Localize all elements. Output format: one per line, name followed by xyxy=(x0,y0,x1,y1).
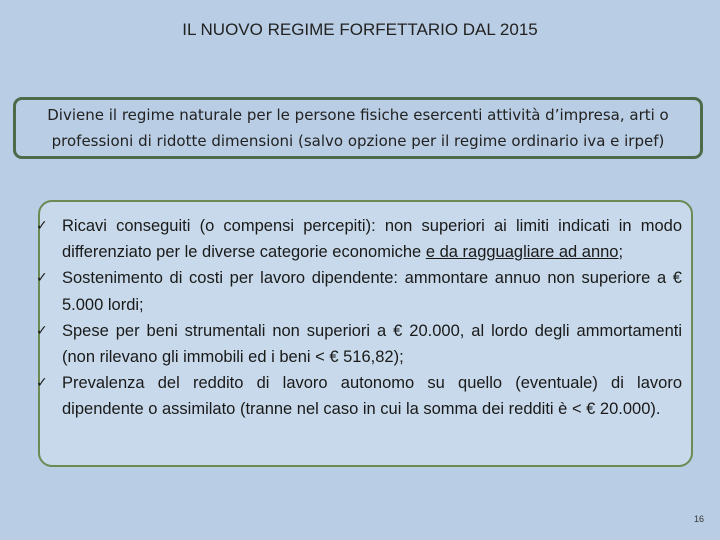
item-text: Spese per beni strumentali non superiori a € 20.000, al lordo degli ammortamenti (non rilevano gli immobili ed i beni < € 516,82); xyxy=(62,321,682,367)
item-underlined-text: e da ragguagliare ad anno xyxy=(425,243,619,262)
check-icon: ✓ xyxy=(36,218,48,234)
intro-text: Diviene il regime naturale per le persone fisiche esercenti attività d’impresa, arti o professioni di ridotte dimensioni (salvo opzione per il regime ordinario iva e irpef) xyxy=(47,106,669,150)
requirements-list xyxy=(36,213,682,423)
check-icon: ✓ xyxy=(36,322,48,339)
item-text-end: ; xyxy=(618,243,624,262)
slide-title: IL NUOVO REGIME FORFETTARIO DAL 2015 xyxy=(182,20,538,39)
list-item xyxy=(36,318,682,370)
page-number: 16 xyxy=(693,514,704,524)
item-text: Prevalenza del reddito di lavoro autonomo su quello (eventuale) di lavoro dipendente o assimilato (tranne nel caso in cui la somma dei redditi è < € 20.000). xyxy=(62,374,682,419)
intro-box xyxy=(13,97,703,159)
check-icon: ✓ xyxy=(36,375,48,392)
list-item xyxy=(36,213,682,265)
list-item xyxy=(36,265,682,317)
item-text: Sostenimento di costi per lavoro dipendente: ammontare annuo non superiore a € 5.000 lordi; xyxy=(62,269,682,314)
item-text: Ricavi conseguiti (o compensi percepiti): non superiori ai limiti indicati in modo differenziato per le diverse categorie economiche xyxy=(62,217,682,262)
check-icon: ✓ xyxy=(36,270,48,287)
list-item xyxy=(36,370,682,422)
